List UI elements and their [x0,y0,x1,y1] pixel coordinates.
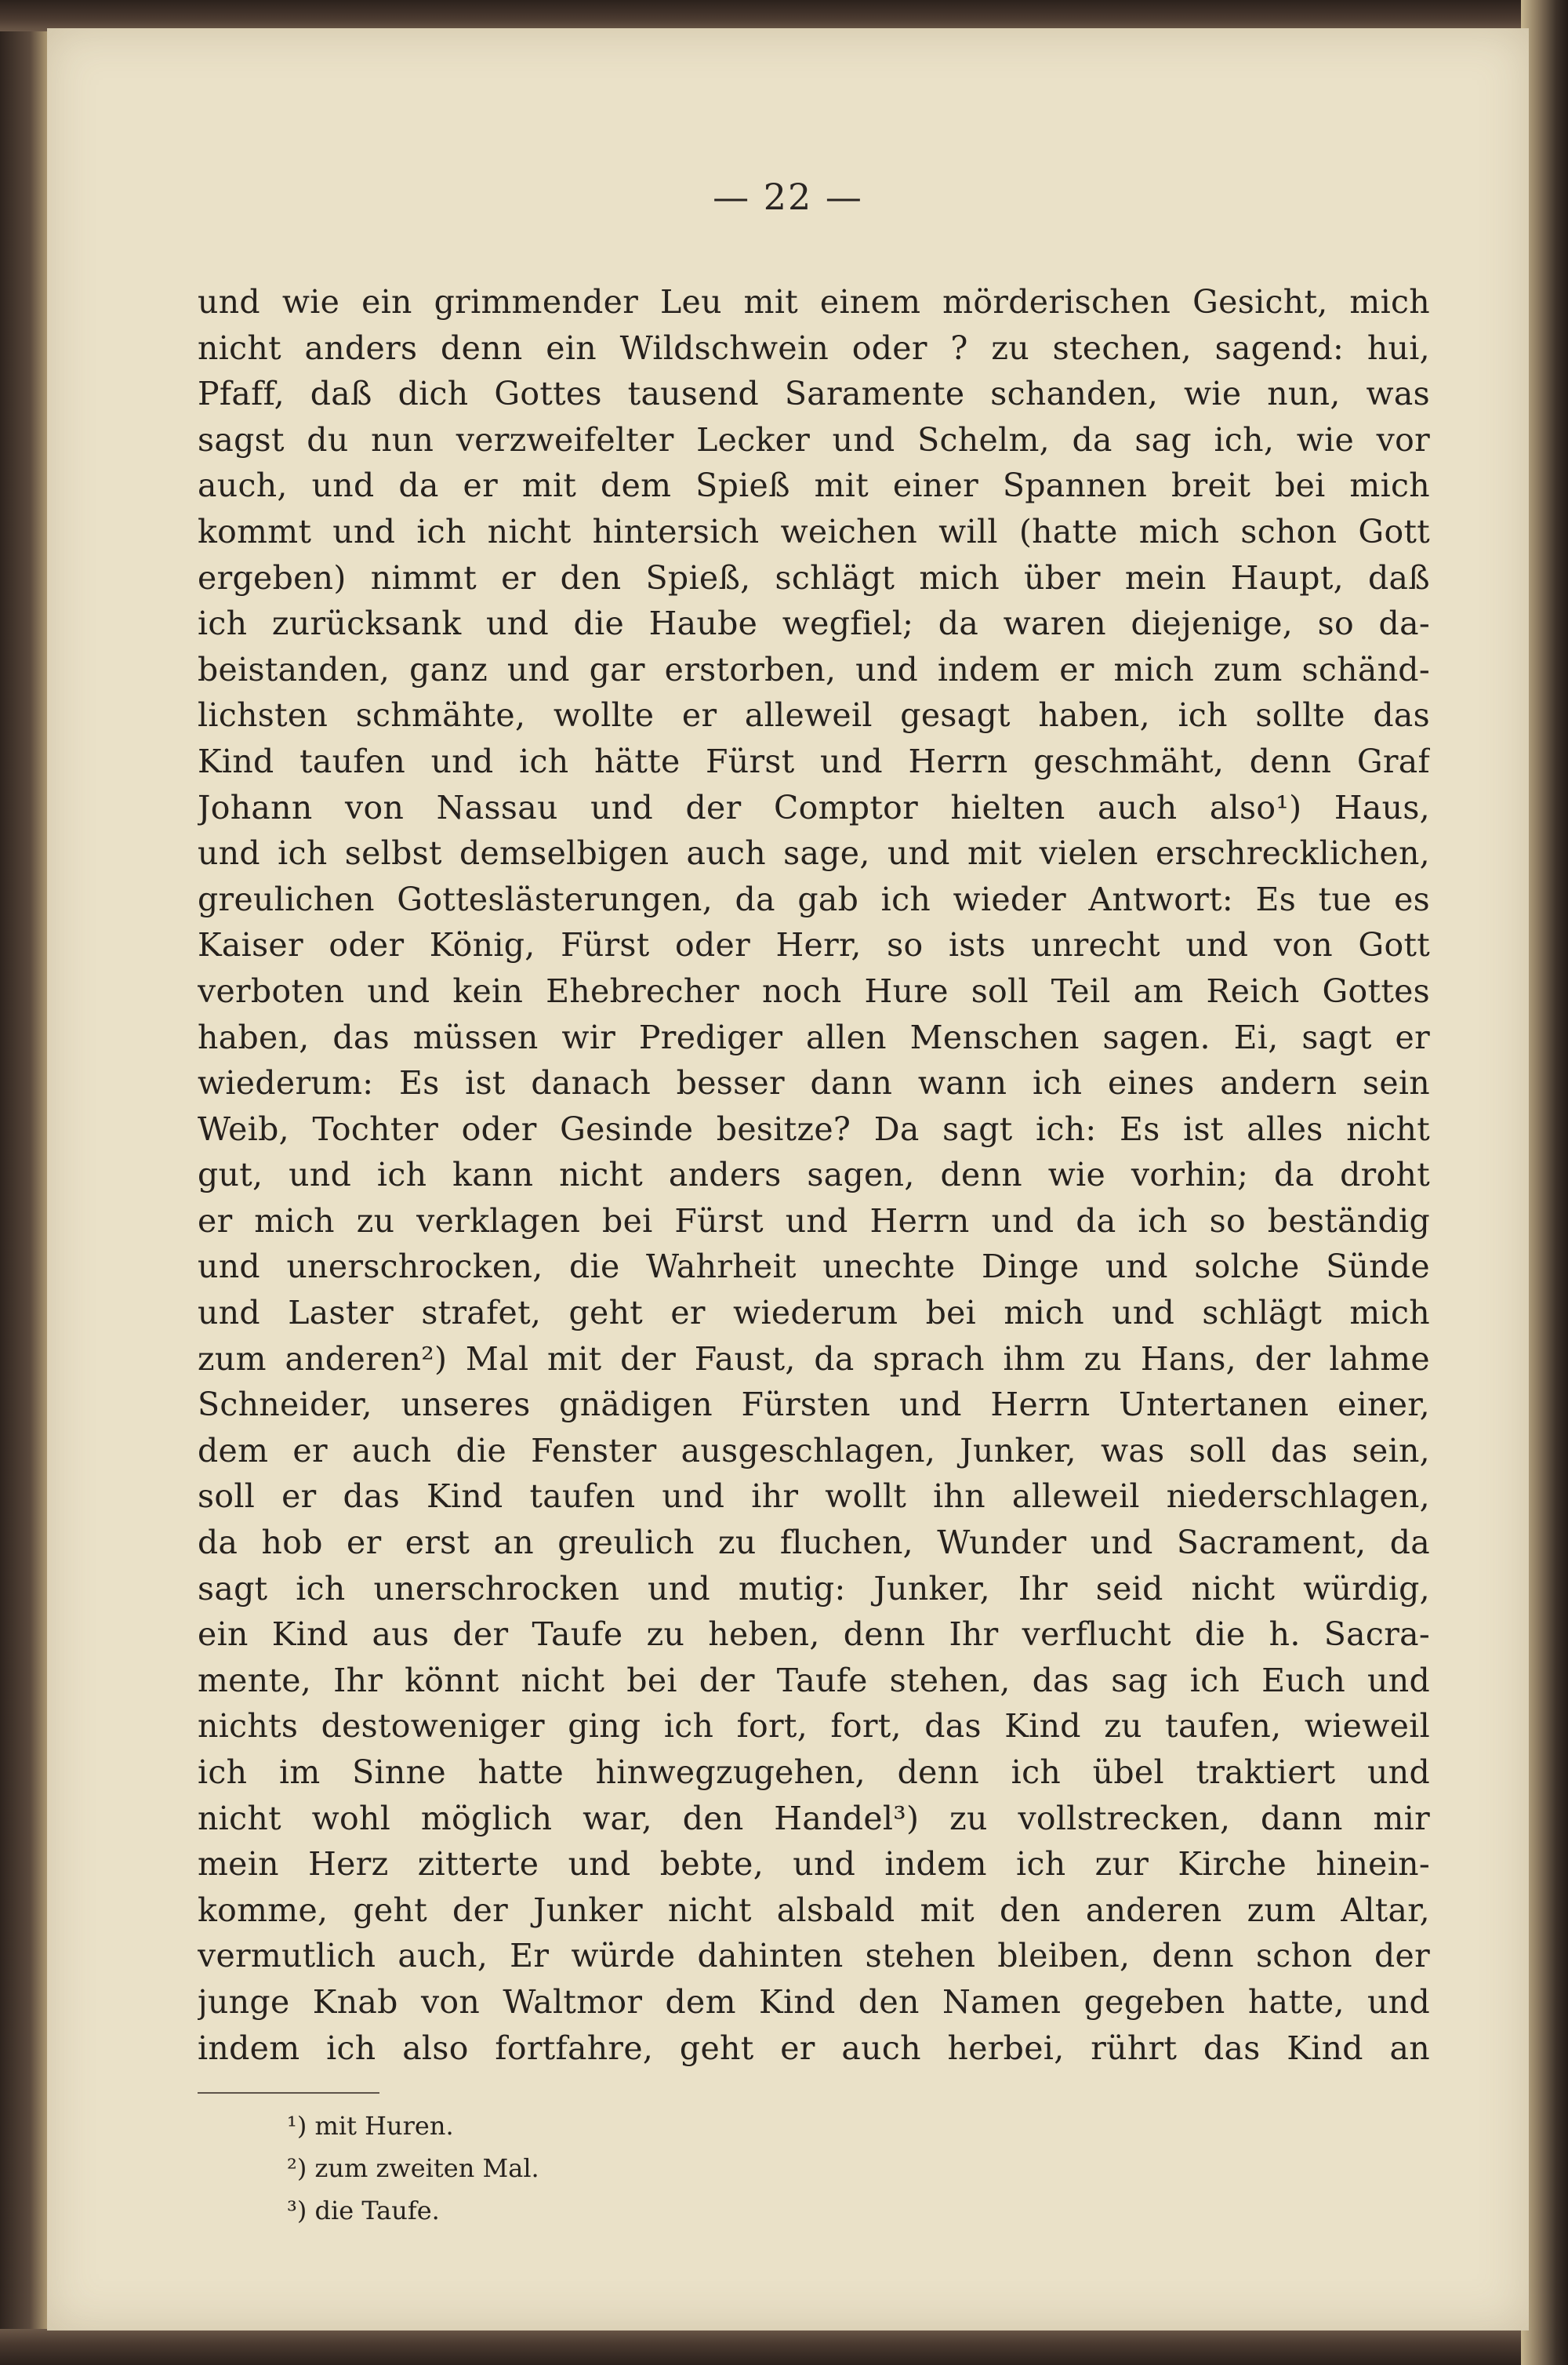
text-line: mein Herz zitterte und bebte, und indem ich zur Kirche hinein- [198,1845,1430,1884]
text-line: Johann von Nassau und der Comptor hielten auch also¹) Haus, [198,788,1430,826]
footnote-text: zum zweiten Mal. [307,2153,539,2183]
footnote-mark: ²) [287,2153,307,2183]
text-line: und wie ein grimmender Leu mit einem mörderischen Gesicht, mich [198,283,1430,321]
text-line: junge Knab von Waltmor dem Kind den Namen gegeben hatte, und [198,1982,1430,2021]
text-line: haben, das müssen wir Prediger allen Menschen sagen. Ei, sagt er [198,1018,1430,1056]
text-line: greulichen Gotteslästerungen, da gab ich wieder Antwort: Es tue es [198,880,1430,918]
text-line: nichts destoweniger ging ich fort, fort, das Kind zu taufen, wieweil [198,1707,1430,1746]
text-line: ein Kind aus der Taufe zu heben, denn Ihr verflucht die h. Sacra- [198,1615,1430,1654]
footnote-mark: ³) [287,2196,307,2225]
text-line: soll er das Kind taufen und ihr wollt ihn alleweil niederschlagen, [198,1477,1430,1516]
text-line: Kaiser oder König, Fürst oder Herr, so ists unrecht und von Gott [198,926,1430,965]
footnotes [287,2105,539,2232]
text-line: und Laster strafet, geht er wiederum bei mich und schlägt mich [198,1294,1430,1332]
footnote [287,2147,539,2189]
text-line: zum anderen²) Mal mit der Faust, da sprach ihm zu Hans, der lahme [198,1339,1430,1378]
page-number: — 22 — [713,176,863,218]
text-line: wiederum: Es ist danach besser dann wann ich eines andern sein [198,1064,1430,1103]
text-line: vermutlich auch, Er würde dahinten stehen bleiben, denn schon der [198,1937,1430,1975]
text-line: nicht wohl möglich war, den Handel³) zu vollstrecken, dann mir [198,1799,1430,1837]
text-line: ich im Sinne hatte hinwegzugehen, denn ich übel traktiert und [198,1753,1430,1791]
text-line: Kind taufen und ich hätte Fürst und Herrn geschmäht, denn Graf [198,742,1430,780]
footnote [287,2189,539,2232]
footnote-mark: ¹) [287,2111,307,2141]
text-line: komme, geht der Junker nicht alsbald mit den anderen zum Altar, [198,1891,1430,1929]
text-line: verboten und kein Ehebrecher noch Hure soll Teil am Reich Gottes [198,972,1430,1010]
scan-border-bottom [0,2329,1568,2365]
text-line: Weib, Tochter oder Gesinde besitze? Da sagt ich: Es ist alles nicht [198,1110,1430,1148]
footnote-text: die Taufe. [307,2196,440,2225]
text-line: und unerschrocken, die Wahrheit unechte Dinge und solche Sünde [198,1248,1430,1286]
text-line: gut, und ich kann nicht anders sagen, denn wie vorhin; da droht [198,1156,1430,1194]
text-line: ergeben) nimmt er den Spieß, schlägt mich über mein Haupt, daß [198,558,1430,597]
text-line: er mich zu verklagen bei Fürst und Herrn und da ich so beständig [198,1201,1430,1240]
footnote-separator [198,2092,379,2094]
text-line: mente, Ihr könnt nicht bei der Taufe stehen, das sag ich Euch und [198,1661,1430,1699]
scan-border-top [0,0,1568,31]
text-line: beistanden, ganz und gar erstorben, und indem er mich zum schänd- [198,650,1430,688]
text-line: nicht anders denn ein Wildschwein oder ? zu stechen, sagend: hui, [198,329,1430,367]
footnote-text: mit Huren. [307,2111,454,2141]
text-line: ich zurücksank und die Haube wegfiel; da waren diejenige, so da- [198,605,1430,643]
text-line: dem er auch die Fenster ausgeschlagen, Junker, was soll das sein, [198,1431,1430,1469]
text-line: sagt ich unerschrocken und mutig: Junker, Ihr seid nicht würdig, [198,1569,1430,1608]
text-line: sagst du nun verzweifelter Lecker und Schelm, da sag ich, wie vor [198,420,1430,459]
text-line: lichsten schmähte, wollte er alleweil gesagt haben, ich sollte das [198,696,1430,735]
text-line: Pfaff, daß dich Gottes tausend Saramente schanden, wie nun, was [198,375,1430,413]
text-line: da hob er erst an greulich zu fluchen, Wunder und Sacrament, da [198,1524,1430,1562]
text-line: indem ich also fortfahre, geht er auch herbei, rührt das Kind an [198,2029,1430,2067]
text-line: Schneider, unseres gnädigen Fürsten und Herrn Untertanen einer, [198,1386,1430,1424]
footnote [287,2105,539,2147]
text-line: und ich selbst demselbigen auch sage, und mit vielen erschrecklichen, [198,834,1430,873]
body-text [198,279,1430,2071]
book-page [47,28,1529,2330]
text-line: kommt und ich nicht hintersich weichen will (hatte mich schon Gott [198,512,1430,550]
text-line: auch, und da er mit dem Spieß mit einer Spannen breit bei mich [198,467,1430,505]
